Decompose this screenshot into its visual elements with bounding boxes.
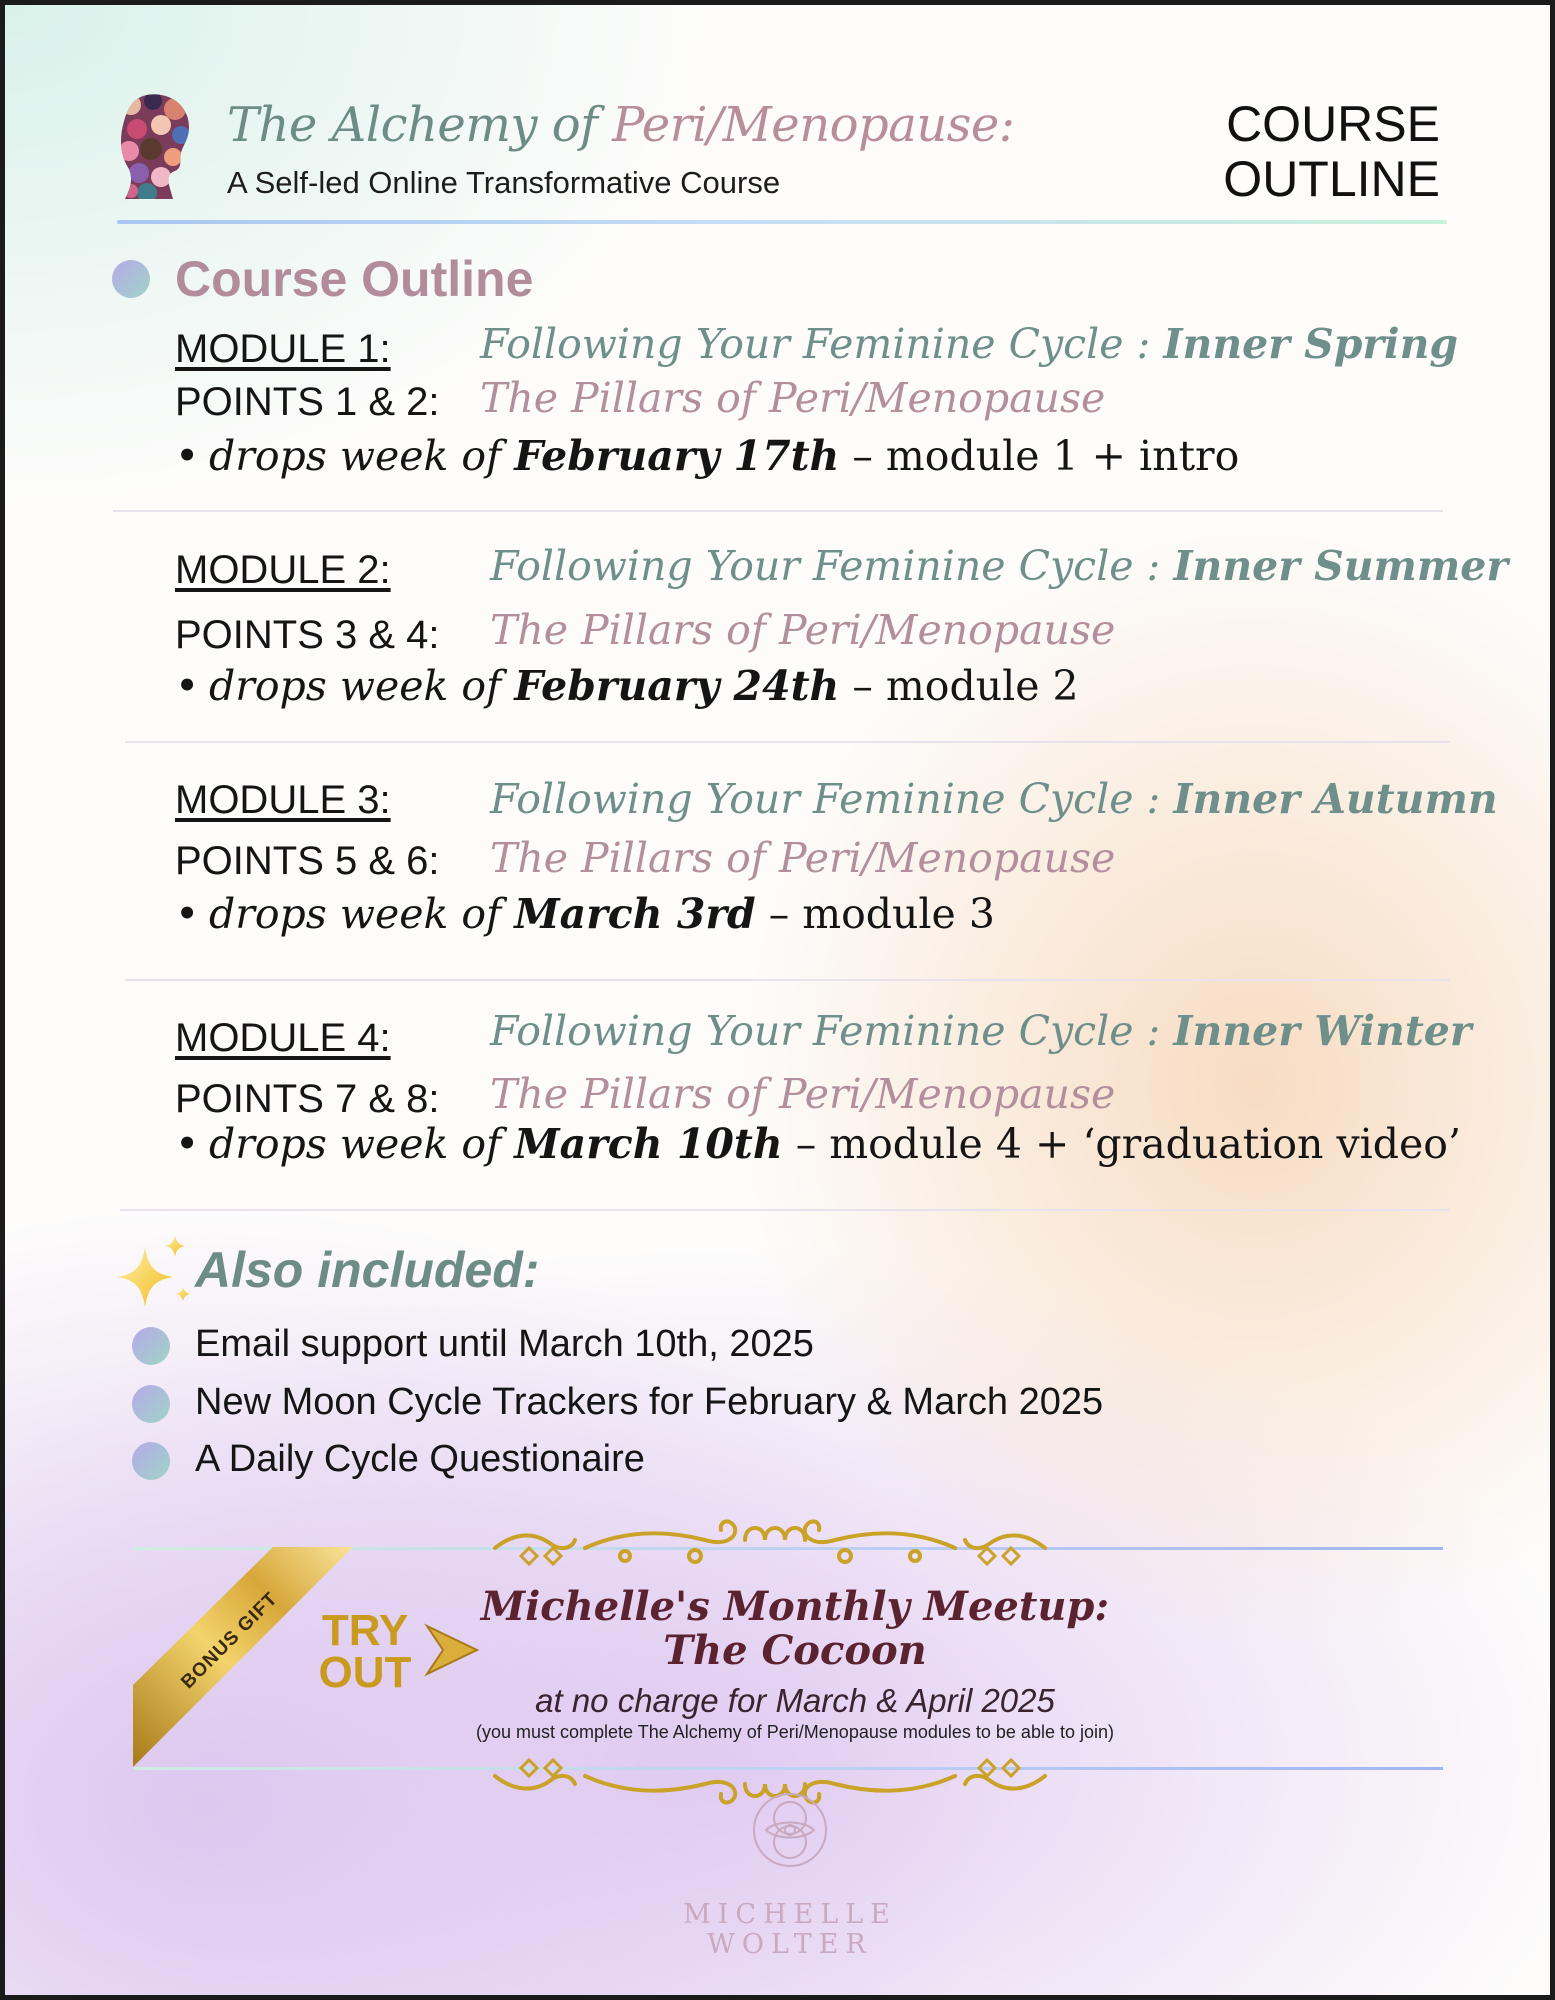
sparkle-icon (115, 1231, 195, 1311)
module-2-pillars: The Pillars of Peri/Menopause (490, 606, 1116, 654)
meetup-title-line1: Michelle's Monthly Meetup: (480, 1583, 1110, 1630)
try-out-label: TRY OUT (318, 1606, 412, 1697)
module-1-drop-date: • drops week of February 17th – module 1 + intro (175, 432, 1240, 480)
module-1-label: MODULE 1: (175, 327, 391, 371)
module-1-points: POINTS 1 & 2: (175, 380, 440, 424)
module-4-label: MODULE 4: (175, 1016, 391, 1060)
michelle-wolter-logo-icon (750, 1790, 830, 1870)
list-bullet-dot (132, 1327, 170, 1365)
module-4-points: POINTS 7 & 8: (175, 1077, 440, 1121)
module-divider (125, 741, 1450, 743)
corner-heading: COURSE OUTLINE (1223, 96, 1440, 207)
module-2-label: MODULE 2: (175, 548, 391, 592)
header-divider (117, 220, 1447, 224)
section-title: Course Outline (175, 251, 534, 307)
module-1-title: Following Your Feminine Cycle : Inner Spring (480, 320, 1459, 368)
included-item: New Moon Cycle Trackers for February & March 2025 (195, 1381, 1104, 1423)
module-2-drop-date: • drops week of February 24th – module 2 (175, 662, 1079, 710)
module-4-pillars: The Pillars of Peri/Menopause (490, 1070, 1116, 1118)
module-3-drop-date: • drops week of March 3rd – module 3 (175, 890, 995, 938)
brand-name: MICHELLE WOLTER (683, 1899, 897, 1960)
module-3-points: POINTS 5 & 6: (175, 839, 440, 883)
profile-collage-logo (117, 91, 195, 201)
meetup-requirement: (you must complete The Alchemy of Peri/Menopause modules to be able to join) (475, 1722, 1114, 1742)
bonus-gift-label: BONUS GIFT (177, 1588, 283, 1694)
module-3-pillars: The Pillars of Peri/Menopause (490, 834, 1116, 882)
module-divider (125, 979, 1450, 981)
meetup-title-line2: The Cocoon (663, 1627, 927, 1674)
module-3-title: Following Your Feminine Cycle : Inner Autumn (490, 775, 1498, 823)
course-subtitle: A Self-led Online Transformative Course (227, 165, 781, 200)
list-bullet-dot (132, 1442, 170, 1480)
list-bullet-dot (132, 1385, 170, 1423)
included-item: Email support until March 10th, 2025 (195, 1323, 814, 1365)
module-divider (113, 510, 1443, 512)
module-2-points: POINTS 3 & 4: (175, 613, 440, 657)
module-3-label: MODULE 3: (175, 778, 391, 822)
gold-scroll-ornament-top (475, 1510, 1065, 1580)
module-4-drop-date: • drops week of March 10th – module 4 + ‘graduation video’ (175, 1120, 1461, 1168)
module-1-pillars: The Pillars of Peri/Menopause (480, 374, 1106, 422)
section-bullet-dot (112, 260, 150, 298)
course-title: The Alchemy of Peri/Menopause: (227, 97, 1015, 153)
module-4-title: Following Your Feminine Cycle : Inner Winter (490, 1007, 1472, 1055)
module-2-title: Following Your Feminine Cycle : Inner Summer (490, 542, 1508, 590)
also-included-title: Also included: (195, 1242, 540, 1298)
module-divider (120, 1209, 1450, 1211)
meetup-no-charge: at no charge for March & April 2025 (535, 1682, 1055, 1719)
included-item: A Daily Cycle Questionaire (195, 1438, 645, 1480)
